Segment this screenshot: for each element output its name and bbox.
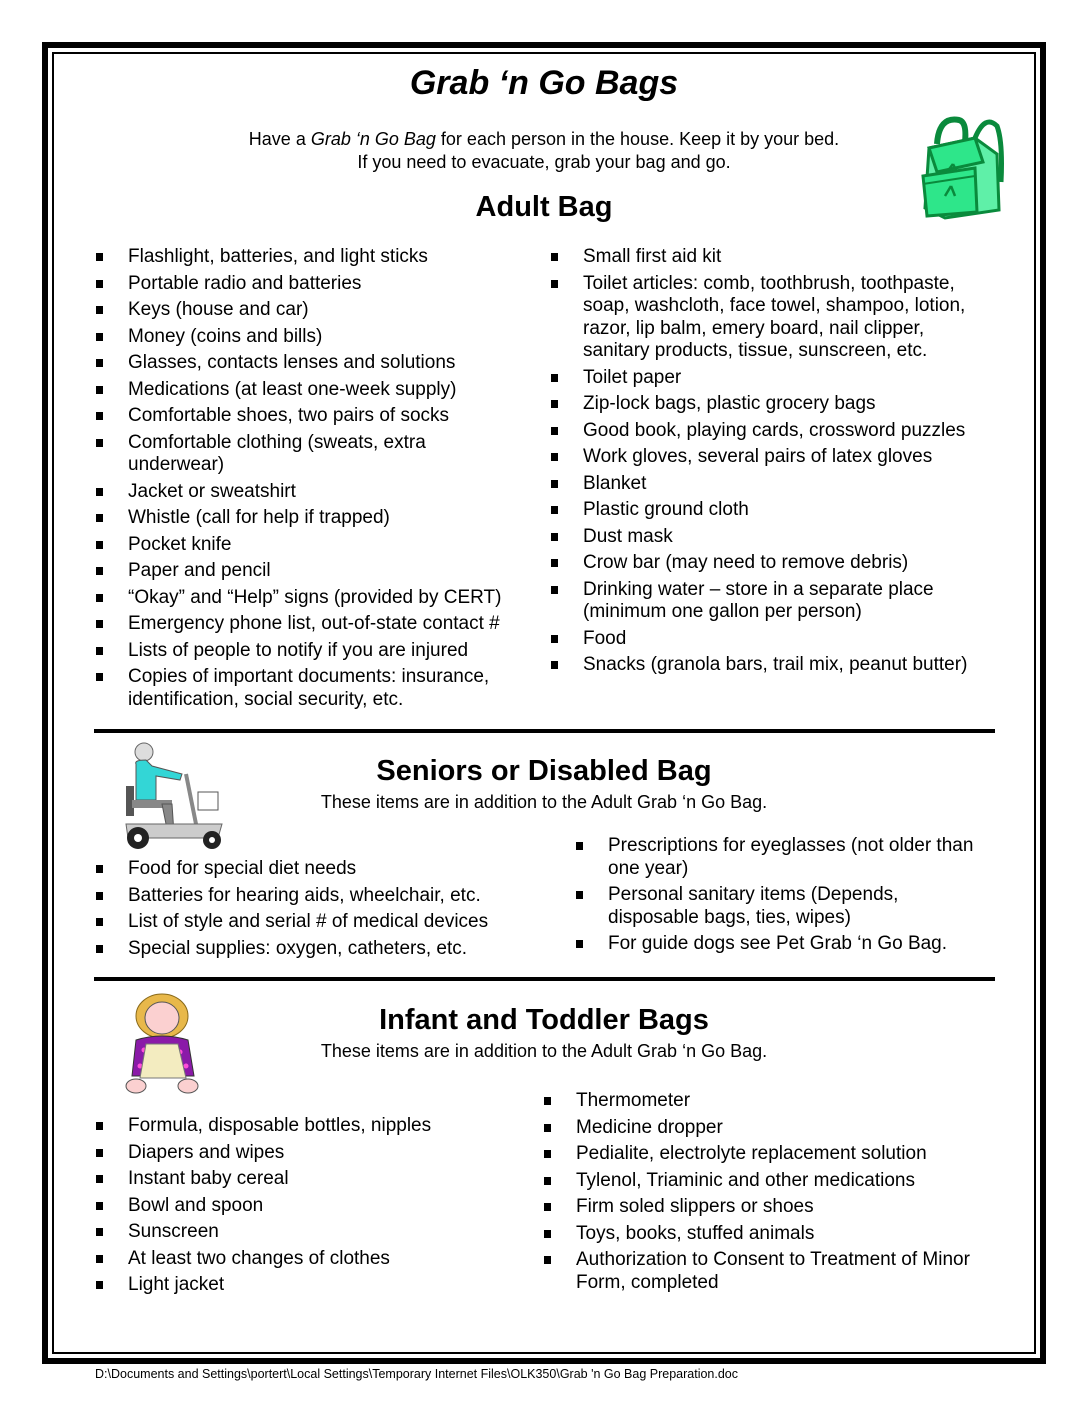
list-item: Dust mask [551,526,981,549]
list-item: Whistle (call for help if trapped) [96,507,516,530]
list-item: Pocket knife [96,534,516,557]
list-item: Food for special diet needs [96,858,526,881]
document-title: Grab ‘n Go Bags [409,64,679,102]
seniors-bag-list-right [576,835,986,960]
list-item: Thermometer [544,1090,989,1113]
list-item: Zip-lock bags, plastic grocery bags [551,393,981,416]
list-item: Bowl and spoon [96,1195,526,1218]
list-item: Jacket or sweatshirt [96,481,516,504]
seniors-bag-heading: Seniors or Disabled Bag [376,755,712,787]
list-item: Portable radio and batteries [96,273,516,296]
list-item: Glasses, contacts lenses and solutions [96,352,516,375]
list-item: Comfortable shoes, two pairs of socks [96,405,516,428]
seniors-bag-subtitle: These items are in addition to the Adult Grab ‘n Go Bag. [320,792,768,812]
list-item: Drinking water – store in a separate place (minimum one gallon per person) [551,579,981,624]
section-divider [94,729,995,733]
adult-bag-list-left [96,246,516,715]
list-item: List of style and serial # of medical devices [96,911,526,934]
infant-bag-list-right [544,1090,989,1298]
list-item: Comfortable clothing (sweats, extra underwear) [96,432,516,477]
list-item: Lists of people to notify if you are injured [96,640,516,663]
list-item: Flashlight, batteries, and light sticks [96,246,516,269]
list-item: Pedialite, electrolyte replacement solution [544,1143,989,1166]
list-item: Personal sanitary items (Depends, disposable bags, ties, wipes) [576,884,986,929]
infant-bag-list-left [96,1115,526,1301]
list-item: At least two changes of clothes [96,1248,526,1271]
list-item: Plastic ground cloth [551,499,981,522]
list-item: Crow bar (may need to remove debris) [551,552,981,575]
adult-bag-list-right [551,246,981,681]
list-item: “Okay” and “Help” signs (provided by CERT) [96,587,516,610]
list-item: Emergency phone list, out-of-state contact # [96,613,516,636]
list-item: Instant baby cereal [96,1168,526,1191]
list-item: Money (coins and bills) [96,326,516,349]
list-item: Medications (at least one-week supply) [96,379,516,402]
list-item: Formula, disposable bottles, nipples [96,1115,526,1138]
list-item: Toilet articles: comb, toothbrush, toothpaste, soap, washcloth, face towel, shampoo, lotion, razor, lip balm, emery board, nail clipper, sanitary products, tissue, sunscreen, etc. [551,273,981,363]
infant-bag-heading: Infant and Toddler Bags [379,1004,709,1036]
list-item: Small first aid kit [551,246,981,269]
section-divider [94,977,995,981]
list-item: Food [551,628,981,651]
list-item: Prescriptions for eyeglasses (not older than one year) [576,835,986,880]
list-item: Keys (house and car) [96,299,516,322]
file-path-footer: D:\Documents and Settings\portert\Local Settings\Temporary Internet Files\OLK350\Grab 'n Go Bag Preparation.doc [95,1367,738,1381]
list-item: Medicine dropper [544,1117,989,1140]
list-item: For guide dogs see Pet Grab ‘n Go Bag. [576,933,986,956]
list-item: Tylenol, Triaminic and other medications [544,1170,989,1193]
list-item: Paper and pencil [96,560,516,583]
intro-text: Have a Grab ‘n Go Bag for each person in the house. Keep it by your bed. If you need to evacuate, grab your bag and go. [248,129,840,172]
list-item: Good book, playing cards, crossword puzzles [551,420,981,443]
seniors-bag-list-left [96,858,526,964]
list-item: Toys, books, stuffed animals [544,1223,989,1246]
list-item: Authorization to Consent to Treatment of Minor Form, completed [544,1249,989,1294]
list-item: Diapers and wipes [96,1142,526,1165]
list-item: Sunscreen [96,1221,526,1244]
list-item: Copies of important documents: insurance, identification, social security, etc. [96,666,516,711]
list-item: Blanket [551,473,981,496]
list-item: Batteries for hearing aids, wheelchair, etc. [96,885,526,908]
list-item: Work gloves, several pairs of latex gloves [551,446,981,469]
list-item: Firm soled slippers or shoes [544,1196,989,1219]
infant-bag-subtitle: These items are in addition to the Adult Grab ‘n Go Bag. [320,1041,768,1061]
list-item: Light jacket [96,1274,526,1297]
list-item: Toilet paper [551,367,981,390]
list-item: Snacks (granola bars, trail mix, peanut butter) [551,654,981,677]
adult-bag-heading: Adult Bag [475,191,613,223]
list-item: Special supplies: oxygen, catheters, etc. [96,938,526,961]
